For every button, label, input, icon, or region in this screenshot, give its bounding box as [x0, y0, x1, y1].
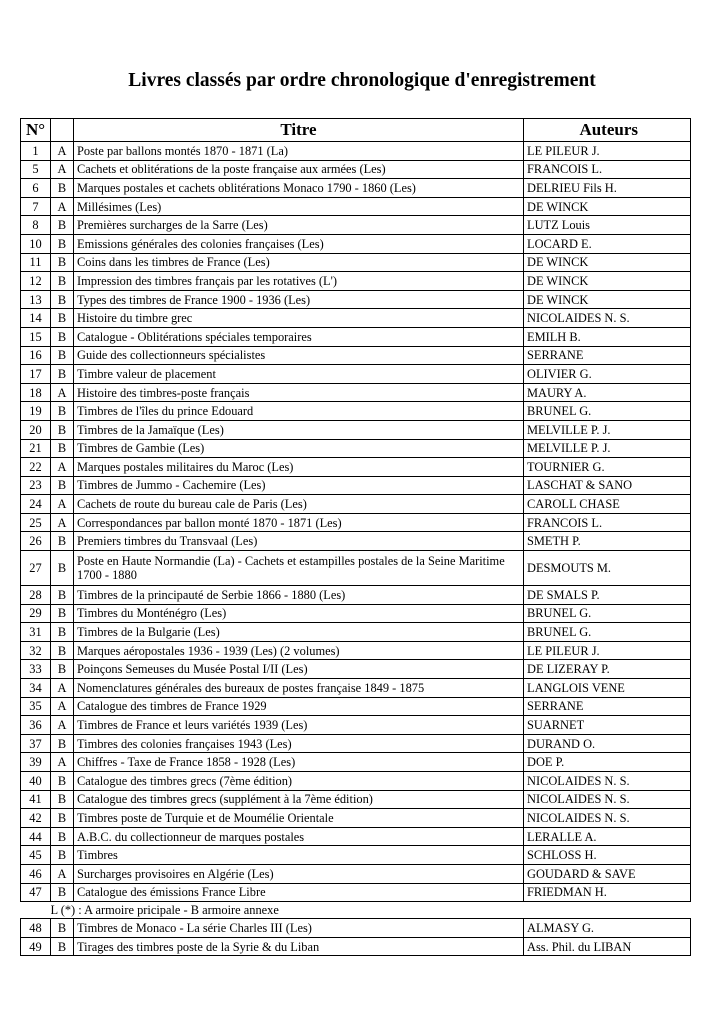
row-category: A — [51, 458, 74, 477]
row-number: 45 — [21, 846, 51, 865]
row-number: 14 — [21, 309, 51, 328]
row-author: DE WINCK — [524, 253, 691, 272]
row-category: B — [51, 919, 74, 938]
row-category: B — [51, 734, 74, 753]
table-row — [21, 179, 691, 198]
row-category: B — [51, 365, 74, 384]
row-number: 27 — [21, 551, 51, 586]
row-author: MELVILLE P. J. — [524, 439, 691, 458]
row-number: 1 — [21, 142, 51, 161]
table-row — [21, 513, 691, 532]
header-auteurs: Auteurs — [524, 119, 691, 142]
row-author: FRANCOIS L. — [524, 513, 691, 532]
row-title: Premiers timbres du Transvaal (Les) — [74, 532, 524, 551]
row-number: 39 — [21, 753, 51, 772]
row-title: Correspondances par ballon monté 1870 - 1871 (Les) — [74, 513, 524, 532]
row-author: OLIVIER G. — [524, 365, 691, 384]
row-category: B — [51, 809, 74, 828]
row-category: B — [51, 234, 74, 253]
row-title: Timbres des colonies françaises 1943 (Les) — [74, 734, 524, 753]
row-number: 46 — [21, 864, 51, 883]
table-row — [21, 551, 691, 586]
row-title: Catalogue des émissions France Libre — [74, 883, 524, 902]
row-title: Timbres de Jummo - Cachemire (Les) — [74, 476, 524, 495]
row-number: 12 — [21, 272, 51, 291]
row-author: DOE P. — [524, 753, 691, 772]
row-category: B — [51, 402, 74, 421]
row-title: Catalogue des timbres de France 1929 — [74, 697, 524, 716]
row-author: DE SMALS P. — [524, 586, 691, 605]
table-row — [21, 586, 691, 605]
row-category: A — [51, 197, 74, 216]
row-number: 36 — [21, 716, 51, 735]
row-author: MAURY A. — [524, 383, 691, 402]
row-number: 10 — [21, 234, 51, 253]
row-number: 48 — [21, 919, 51, 938]
row-author: GOUDARD & SAVE — [524, 864, 691, 883]
row-number: 29 — [21, 604, 51, 623]
row-category: B — [51, 846, 74, 865]
row-author: NICOLAIDES N. S. — [524, 809, 691, 828]
table-row — [21, 772, 691, 791]
row-author: DE WINCK — [524, 197, 691, 216]
row-category: B — [51, 290, 74, 309]
row-category: A — [51, 383, 74, 402]
row-category: B — [51, 346, 74, 365]
row-author: TOURNIER G. — [524, 458, 691, 477]
row-title: Timbre valeur de placement — [74, 365, 524, 384]
row-category: B — [51, 216, 74, 235]
row-number: 26 — [21, 532, 51, 551]
row-number: 40 — [21, 772, 51, 791]
row-author: DE LIZERAY P. — [524, 660, 691, 679]
row-category: B — [51, 623, 74, 642]
row-number: 11 — [21, 253, 51, 272]
row-number: 24 — [21, 495, 51, 514]
row-author: NICOLAIDES N. S. — [524, 772, 691, 791]
row-title: Timbres — [74, 846, 524, 865]
row-number: 37 — [21, 734, 51, 753]
row-category: B — [51, 420, 74, 439]
row-author: LERALLE A. — [524, 827, 691, 846]
table-row — [21, 439, 691, 458]
legend-spacer — [21, 902, 51, 919]
table-row — [21, 679, 691, 698]
row-title: Poste par ballons montés 1870 - 1871 (La) — [74, 142, 524, 161]
row-category: B — [51, 772, 74, 791]
row-category: B — [51, 439, 74, 458]
row-number: 32 — [21, 641, 51, 660]
table-row — [21, 883, 691, 902]
row-author: DELRIEU Fils H. — [524, 179, 691, 198]
row-number: 25 — [21, 513, 51, 532]
row-author: LE PILEUR J. — [524, 142, 691, 161]
row-author: SMETH P. — [524, 532, 691, 551]
header-num: N° — [21, 119, 51, 142]
table-row — [21, 253, 691, 272]
table-row — [21, 216, 691, 235]
row-title: A.B.C. du collectionneur de marques postales — [74, 827, 524, 846]
row-number: 35 — [21, 697, 51, 716]
row-number: 7 — [21, 197, 51, 216]
row-title: Types des timbres de France 1900 - 1936 (Les) — [74, 290, 524, 309]
header-cat — [51, 119, 74, 142]
row-author: LUTZ Louis — [524, 216, 691, 235]
row-number: 28 — [21, 586, 51, 605]
row-title: Marques postales et cachets oblitérations Monaco 1790 - 1860 (Les) — [74, 179, 524, 198]
header-titre: Titre — [74, 119, 524, 142]
row-number: 33 — [21, 660, 51, 679]
row-category: A — [51, 716, 74, 735]
table-row — [21, 827, 691, 846]
row-author: NICOLAIDES N. S. — [524, 790, 691, 809]
row-author: DURAND O. — [524, 734, 691, 753]
table-row — [21, 864, 691, 883]
row-number: 19 — [21, 402, 51, 421]
row-title: Catalogue des timbres grecs (supplément à la 7ème édition) — [74, 790, 524, 809]
row-author: LASCHAT & SANO — [524, 476, 691, 495]
row-number: 16 — [21, 346, 51, 365]
row-title: Millésimes (Les) — [74, 197, 524, 216]
row-category: B — [51, 327, 74, 346]
table-row — [21, 697, 691, 716]
table-row — [21, 846, 691, 865]
books-table — [20, 118, 691, 956]
table-row — [21, 753, 691, 772]
table-row — [21, 197, 691, 216]
row-author: DESMOUTS M. — [524, 551, 691, 586]
row-number: 17 — [21, 365, 51, 384]
row-category: B — [51, 604, 74, 623]
row-title: Histoire des timbres-poste français — [74, 383, 524, 402]
row-number: 44 — [21, 827, 51, 846]
row-title: Timbres de la principauté de Serbie 1866 - 1880 (Les) — [74, 586, 524, 605]
table-row — [21, 604, 691, 623]
table-header-row — [21, 119, 691, 142]
row-category: B — [51, 309, 74, 328]
row-category: B — [51, 551, 74, 586]
row-category: B — [51, 883, 74, 902]
row-category: A — [51, 753, 74, 772]
row-author: BRUNEL G. — [524, 402, 691, 421]
row-category: B — [51, 586, 74, 605]
row-author: DE WINCK — [524, 290, 691, 309]
row-author: FRANCOIS L. — [524, 160, 691, 179]
table-row — [21, 937, 691, 956]
row-author: BRUNEL G. — [524, 604, 691, 623]
row-category: A — [51, 513, 74, 532]
row-category: B — [51, 272, 74, 291]
table-row — [21, 346, 691, 365]
row-author: SCHLOSS H. — [524, 846, 691, 865]
row-category: B — [51, 253, 74, 272]
row-number: 15 — [21, 327, 51, 346]
row-title: Poinçons Semeuses du Musée Postal I/II (Les) — [74, 660, 524, 679]
table-row — [21, 495, 691, 514]
table-row — [21, 420, 691, 439]
row-number: 41 — [21, 790, 51, 809]
row-category: B — [51, 660, 74, 679]
row-title: Timbres de Monaco - La série Charles III (Les) — [74, 919, 524, 938]
row-title: Timbres poste de Turquie et de Moumélie Orientale — [74, 809, 524, 828]
table-row — [21, 458, 691, 477]
row-title: Marques postales militaires du Maroc (Les) — [74, 458, 524, 477]
row-title: Histoire du timbre grec — [74, 309, 524, 328]
table-row — [21, 716, 691, 735]
table-row — [21, 383, 691, 402]
row-title: Cachets et oblitérations de la poste française aux armées (Les) — [74, 160, 524, 179]
row-title: Nomenclatures générales des bureaux de postes française 1849 - 1875 — [74, 679, 524, 698]
row-author: SUARNET — [524, 716, 691, 735]
row-title: Impression des timbres français par les rotatives (L') — [74, 272, 524, 291]
table-row — [21, 919, 691, 938]
row-category: B — [51, 179, 74, 198]
row-title: Poste en Haute Normandie (La) - Cachets et estampilles postales de la Seine Maritime 1700 - 1880 — [74, 551, 524, 586]
row-title: Timbres de Gambie (Les) — [74, 439, 524, 458]
row-category: A — [51, 142, 74, 161]
table-row — [21, 234, 691, 253]
table-row — [21, 734, 691, 753]
row-number: 34 — [21, 679, 51, 698]
row-number: 21 — [21, 439, 51, 458]
table-row — [21, 809, 691, 828]
row-number: 31 — [21, 623, 51, 642]
row-title: Timbres du Monténégro (Les) — [74, 604, 524, 623]
row-author: LOCARD E. — [524, 234, 691, 253]
row-number: 47 — [21, 883, 51, 902]
row-title: Premières surcharges de la Sarre (Les) — [74, 216, 524, 235]
row-title: Catalogue - Oblitérations spéciales temporaires — [74, 327, 524, 346]
row-number: 5 — [21, 160, 51, 179]
row-number: 13 — [21, 290, 51, 309]
row-category: B — [51, 937, 74, 956]
row-number: 22 — [21, 458, 51, 477]
row-author: NICOLAIDES N. S. — [524, 309, 691, 328]
row-title: Chiffres - Taxe de France 1858 - 1928 (Les) — [74, 753, 524, 772]
row-category: A — [51, 679, 74, 698]
row-number: 6 — [21, 179, 51, 198]
table-row — [21, 476, 691, 495]
table-row — [21, 402, 691, 421]
row-category: B — [51, 641, 74, 660]
row-number: 20 — [21, 420, 51, 439]
row-title: Emissions générales des colonies françaises (Les) — [74, 234, 524, 253]
table-row — [21, 309, 691, 328]
table-row — [21, 160, 691, 179]
row-author: LE PILEUR J. — [524, 641, 691, 660]
row-title: Timbres de la Bulgarie (Les) — [74, 623, 524, 642]
row-title: Timbres de la Jamaïque (Les) — [74, 420, 524, 439]
row-title: Tirages des timbres poste de la Syrie & du Liban — [74, 937, 524, 956]
row-title: Coins dans les timbres de France (Les) — [74, 253, 524, 272]
table-row — [21, 660, 691, 679]
row-title: Timbres de France et leurs variétés 1939 (Les) — [74, 716, 524, 735]
row-category: A — [51, 160, 74, 179]
row-category: A — [51, 495, 74, 514]
row-title: Cachets de route du bureau cale de Paris (Les) — [74, 495, 524, 514]
row-title: Catalogue des timbres grecs (7ème édition) — [74, 772, 524, 791]
row-author: SERRANE — [524, 697, 691, 716]
table-row — [21, 290, 691, 309]
row-author: MELVILLE P. J. — [524, 420, 691, 439]
legend-row — [21, 902, 691, 919]
row-author: Ass. Phil. du LIBAN — [524, 937, 691, 956]
row-author: DE WINCK — [524, 272, 691, 291]
row-author: SERRANE — [524, 346, 691, 365]
row-title: Surcharges provisoires en Algérie (Les) — [74, 864, 524, 883]
row-category: B — [51, 827, 74, 846]
row-author: BRUNEL G. — [524, 623, 691, 642]
table-row — [21, 790, 691, 809]
table-row — [21, 641, 691, 660]
row-number: 49 — [21, 937, 51, 956]
table-row — [21, 532, 691, 551]
row-author: CAROLL CHASE — [524, 495, 691, 514]
row-title: Guide des collectionneurs spécialistes — [74, 346, 524, 365]
row-number: 18 — [21, 383, 51, 402]
row-author: EMILH B. — [524, 327, 691, 346]
row-number: 23 — [21, 476, 51, 495]
row-title: Marques aéropostales 1936 - 1939 (Les) (2 volumes) — [74, 641, 524, 660]
row-title: Timbres de l'îles du prince Edouard — [74, 402, 524, 421]
table-row — [21, 272, 691, 291]
row-author: FRIEDMAN H. — [524, 883, 691, 902]
page-title: Livres classés par ordre chronologique d'enregistrement — [128, 70, 596, 91]
table-row — [21, 327, 691, 346]
row-author: ALMASY G. — [524, 919, 691, 938]
legend-note: L (*) : A armoire pricipale - B armoire annexe — [50, 903, 279, 918]
row-category: A — [51, 697, 74, 716]
row-number: 8 — [21, 216, 51, 235]
row-author: LANGLOIS VENE — [524, 679, 691, 698]
table-row — [21, 365, 691, 384]
row-category: B — [51, 790, 74, 809]
table-row — [21, 142, 691, 161]
row-category: A — [51, 864, 74, 883]
row-category: B — [51, 532, 74, 551]
table-row — [21, 623, 691, 642]
row-category: B — [51, 476, 74, 495]
row-number: 42 — [21, 809, 51, 828]
